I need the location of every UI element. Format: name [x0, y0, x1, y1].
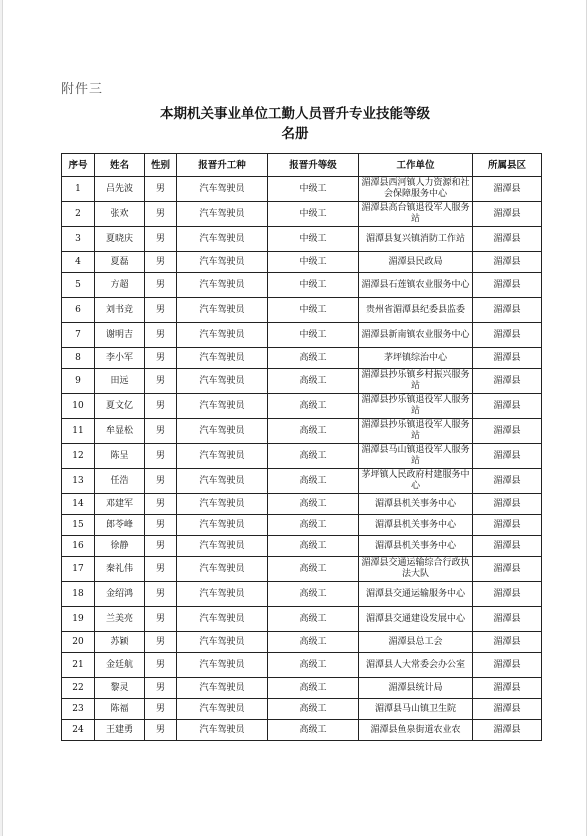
cell-trade: 汽车驾驶员 [177, 607, 268, 632]
cell-no: 2 [62, 202, 95, 227]
table-row [62, 582, 542, 607]
cell-name: 兰美亮 [95, 607, 145, 632]
cell-level: 高级工 [268, 419, 359, 444]
table-row [62, 273, 542, 298]
table-row [62, 607, 542, 632]
cell-name: 方超 [95, 273, 145, 298]
table-row [62, 252, 542, 273]
cell-gender: 男 [145, 273, 177, 298]
cell-unit: 湄潭县抄乐镇退役军人服务站 [359, 419, 473, 444]
cell-unit: 湄潭县西河镇人力资源和社会保障服务中心 [359, 177, 473, 202]
table-row [62, 227, 542, 252]
cell-county: 湄潭县 [473, 273, 542, 298]
cell-name: 王建勇 [95, 720, 145, 741]
cell-county: 湄潭县 [473, 444, 542, 469]
table-row [62, 678, 542, 699]
cell-gender: 男 [145, 607, 177, 632]
table-row [62, 720, 542, 741]
cell-unit: 湄潭县机关事务中心 [359, 536, 473, 557]
cell-county: 湄潭县 [473, 494, 542, 515]
cell-unit: 湄潭县新南镇农业服务中心 [359, 323, 473, 348]
cell-no: 4 [62, 252, 95, 273]
cell-no: 13 [62, 469, 95, 494]
cell-no: 16 [62, 536, 95, 557]
cell-no: 18 [62, 582, 95, 607]
cell-unit: 湄潭县石莲镇农业服务中心 [359, 273, 473, 298]
cell-trade: 汽车驾驶员 [177, 273, 268, 298]
cell-unit: 湄潭县抄乐镇乡村振兴服务站 [359, 369, 473, 394]
cell-trade: 汽车驾驶员 [177, 582, 268, 607]
cell-no: 23 [62, 699, 95, 720]
cell-county: 湄潭县 [473, 394, 542, 419]
cell-unit: 湄潭县民政局 [359, 252, 473, 273]
table-row [62, 177, 542, 202]
cell-level: 中级工 [268, 298, 359, 323]
cell-name: 李小军 [95, 348, 145, 369]
cell-no: 6 [62, 298, 95, 323]
cell-level: 高级工 [268, 557, 359, 582]
cell-unit: 湄潭县机关事务中心 [359, 515, 473, 536]
cell-trade: 汽车驾驶员 [177, 227, 268, 252]
cell-level: 高级工 [268, 536, 359, 557]
cell-no: 22 [62, 678, 95, 699]
table-row [62, 202, 542, 227]
cell-name: 金绍鸿 [95, 582, 145, 607]
cell-level: 高级工 [268, 444, 359, 469]
cell-gender: 男 [145, 419, 177, 444]
cell-trade: 汽车驾驶员 [177, 653, 268, 678]
cell-county: 湄潭县 [473, 177, 542, 202]
cell-no: 5 [62, 273, 95, 298]
table-row [62, 536, 542, 557]
header-level: 报晋升等级 [268, 154, 359, 177]
cell-level: 高级工 [268, 678, 359, 699]
cell-no: 3 [62, 227, 95, 252]
cell-no: 7 [62, 323, 95, 348]
cell-unit: 湄潭县人大常委会办公室 [359, 653, 473, 678]
cell-name: 夏晓庆 [95, 227, 145, 252]
cell-no: 21 [62, 653, 95, 678]
cell-level: 中级工 [268, 252, 359, 273]
table-row [62, 444, 542, 469]
cell-level: 高级工 [268, 515, 359, 536]
table-row [62, 557, 542, 582]
cell-trade: 汽车驾驶员 [177, 202, 268, 227]
cell-gender: 男 [145, 699, 177, 720]
table-row [62, 394, 542, 419]
cell-unit: 湄潭县抄乐镇退役军人服务站 [359, 394, 473, 419]
cell-trade: 汽车驾驶员 [177, 720, 268, 741]
cell-level: 高级工 [268, 348, 359, 369]
cell-name: 任浩 [95, 469, 145, 494]
cell-county: 湄潭县 [473, 607, 542, 632]
cell-unit: 贵州省湄潭县纪委县监委 [359, 298, 473, 323]
cell-name: 苏颖 [95, 632, 145, 653]
cell-level: 中级工 [268, 273, 359, 298]
cell-no: 20 [62, 632, 95, 653]
cell-trade: 汽车驾驶员 [177, 515, 268, 536]
cell-name: 夏文亿 [95, 394, 145, 419]
cell-no: 11 [62, 419, 95, 444]
cell-trade: 汽车驾驶员 [177, 557, 268, 582]
cell-unit: 湄潭县高台镇退役军人服务站 [359, 202, 473, 227]
cell-gender: 男 [145, 557, 177, 582]
table-row [62, 653, 542, 678]
cell-name: 金廷航 [95, 653, 145, 678]
cell-county: 湄潭县 [473, 699, 542, 720]
cell-trade: 汽车驾驶员 [177, 536, 268, 557]
cell-gender: 男 [145, 202, 177, 227]
header-name: 姓名 [95, 154, 145, 177]
cell-level: 高级工 [268, 582, 359, 607]
cell-county: 湄潭县 [473, 298, 542, 323]
cell-unit: 茅坪镇综治中心 [359, 348, 473, 369]
cell-gender: 男 [145, 720, 177, 741]
header-no: 序号 [62, 154, 95, 177]
header-unit: 工作单位 [359, 154, 473, 177]
cell-trade: 汽车驾驶员 [177, 632, 268, 653]
cell-trade: 汽车驾驶员 [177, 699, 268, 720]
header-gender: 性别 [145, 154, 177, 177]
cell-trade: 汽车驾驶员 [177, 469, 268, 494]
cell-name: 陈福 [95, 699, 145, 720]
cell-name: 夏磊 [95, 252, 145, 273]
cell-gender: 男 [145, 678, 177, 699]
cell-no: 15 [62, 515, 95, 536]
cell-level: 高级工 [268, 494, 359, 515]
cell-gender: 男 [145, 323, 177, 348]
cell-county: 湄潭县 [473, 348, 542, 369]
cell-trade: 汽车驾驶员 [177, 348, 268, 369]
cell-no: 19 [62, 607, 95, 632]
cell-level: 高级工 [268, 394, 359, 419]
cell-unit: 茅坪镇人民政府村建服务中心 [359, 469, 473, 494]
cell-name: 徐静 [95, 536, 145, 557]
cell-trade: 汽车驾驶员 [177, 678, 268, 699]
cell-trade: 汽车驾驶员 [177, 369, 268, 394]
cell-gender: 男 [145, 494, 177, 515]
cell-level: 中级工 [268, 177, 359, 202]
cell-no: 17 [62, 557, 95, 582]
cell-level: 中级工 [268, 202, 359, 227]
cell-trade: 汽车驾驶员 [177, 444, 268, 469]
cell-trade: 汽车驾驶员 [177, 419, 268, 444]
cell-name: 谢明吉 [95, 323, 145, 348]
cell-name: 田远 [95, 369, 145, 394]
cell-gender: 男 [145, 394, 177, 419]
cell-gender: 男 [145, 369, 177, 394]
table-row [62, 419, 542, 444]
table-row [62, 515, 542, 536]
table-row [62, 699, 542, 720]
cell-county: 湄潭县 [473, 469, 542, 494]
table-row [62, 469, 542, 494]
cell-county: 湄潭县 [473, 536, 542, 557]
cell-name: 陈呈 [95, 444, 145, 469]
cell-unit: 湄潭县机关事务中心 [359, 494, 473, 515]
cell-level: 高级工 [268, 469, 359, 494]
cell-gender: 男 [145, 177, 177, 202]
cell-trade: 汽车驾驶员 [177, 177, 268, 202]
cell-name: 邓建军 [95, 494, 145, 515]
cell-no: 12 [62, 444, 95, 469]
cell-county: 湄潭县 [473, 419, 542, 444]
cell-no: 10 [62, 394, 95, 419]
header-county: 所属县区 [473, 154, 542, 177]
cell-name: 刘书竞 [95, 298, 145, 323]
cell-unit: 湄潭县交通建设发展中心 [359, 607, 473, 632]
cell-no: 14 [62, 494, 95, 515]
cell-unit: 湄潭县交通运输服务中心 [359, 582, 473, 607]
cell-gender: 男 [145, 298, 177, 323]
cell-name: 秦礼伟 [95, 557, 145, 582]
cell-county: 湄潭县 [473, 632, 542, 653]
cell-level: 高级工 [268, 632, 359, 653]
cell-level: 高级工 [268, 653, 359, 678]
attachment-label: 附件三 [61, 82, 104, 97]
cell-gender: 男 [145, 582, 177, 607]
table-row [62, 632, 542, 653]
table-row [62, 348, 542, 369]
cell-county: 湄潭县 [473, 202, 542, 227]
cell-level: 中级工 [268, 323, 359, 348]
title-line-1: 本期机关事业单位工勤人员晋升专业技能等级 [160, 106, 430, 122]
cell-unit: 湄潭县马山镇卫生院 [359, 699, 473, 720]
cell-level: 高级工 [268, 607, 359, 632]
cell-level: 高级工 [268, 699, 359, 720]
cell-unit: 湄潭县交通运输综合行政执法大队 [359, 557, 473, 582]
cell-gender: 男 [145, 227, 177, 252]
cell-trade: 汽车驾驶员 [177, 394, 268, 419]
cell-gender: 男 [145, 469, 177, 494]
cell-unit: 湄潭县鱼泉街道农业农 [359, 720, 473, 741]
cell-gender: 男 [145, 515, 177, 536]
cell-gender: 男 [145, 444, 177, 469]
title-line-2: 名册 [281, 126, 309, 142]
cell-gender: 男 [145, 653, 177, 678]
header-trade: 报晋升工种 [177, 154, 268, 177]
cell-no: 1 [62, 177, 95, 202]
cell-trade: 汽车驾驶员 [177, 298, 268, 323]
cell-county: 湄潭县 [473, 227, 542, 252]
table-header-row [62, 154, 542, 177]
cell-county: 湄潭县 [473, 720, 542, 741]
cell-name: 张欢 [95, 202, 145, 227]
cell-name: 吕先波 [95, 177, 145, 202]
table-row [62, 369, 542, 394]
cell-no: 24 [62, 720, 95, 741]
cell-county: 湄潭县 [473, 653, 542, 678]
cell-gender: 男 [145, 252, 177, 273]
cell-county: 湄潭县 [473, 369, 542, 394]
cell-trade: 汽车驾驶员 [177, 323, 268, 348]
cell-county: 湄潭县 [473, 515, 542, 536]
cell-county: 湄潭县 [473, 323, 542, 348]
cell-unit: 湄潭县总工会 [359, 632, 473, 653]
document-page [2, 0, 587, 836]
cell-county: 湄潭县 [473, 678, 542, 699]
cell-name: 郎苓峰 [95, 515, 145, 536]
cell-gender: 男 [145, 348, 177, 369]
cell-name: 牟显松 [95, 419, 145, 444]
cell-gender: 男 [145, 632, 177, 653]
roster-table [61, 153, 542, 741]
cell-trade: 汽车驾驶员 [177, 252, 268, 273]
table-row [62, 494, 542, 515]
cell-name: 黎灵 [95, 678, 145, 699]
table-row [62, 298, 542, 323]
cell-trade: 汽车驾驶员 [177, 494, 268, 515]
cell-county: 湄潭县 [473, 557, 542, 582]
cell-county: 湄潭县 [473, 582, 542, 607]
cell-gender: 男 [145, 536, 177, 557]
cell-unit: 湄潭县统计局 [359, 678, 473, 699]
cell-level: 高级工 [268, 369, 359, 394]
cell-no: 9 [62, 369, 95, 394]
cell-county: 湄潭县 [473, 252, 542, 273]
cell-level: 中级工 [268, 227, 359, 252]
cell-no: 8 [62, 348, 95, 369]
cell-unit: 湄潭县马山镇退役军人服务站 [359, 444, 473, 469]
cell-level: 高级工 [268, 720, 359, 741]
document-title [55, 104, 535, 144]
table-body [62, 177, 542, 741]
cell-unit: 湄潭县复兴镇消防工作站 [359, 227, 473, 252]
table-row [62, 323, 542, 348]
